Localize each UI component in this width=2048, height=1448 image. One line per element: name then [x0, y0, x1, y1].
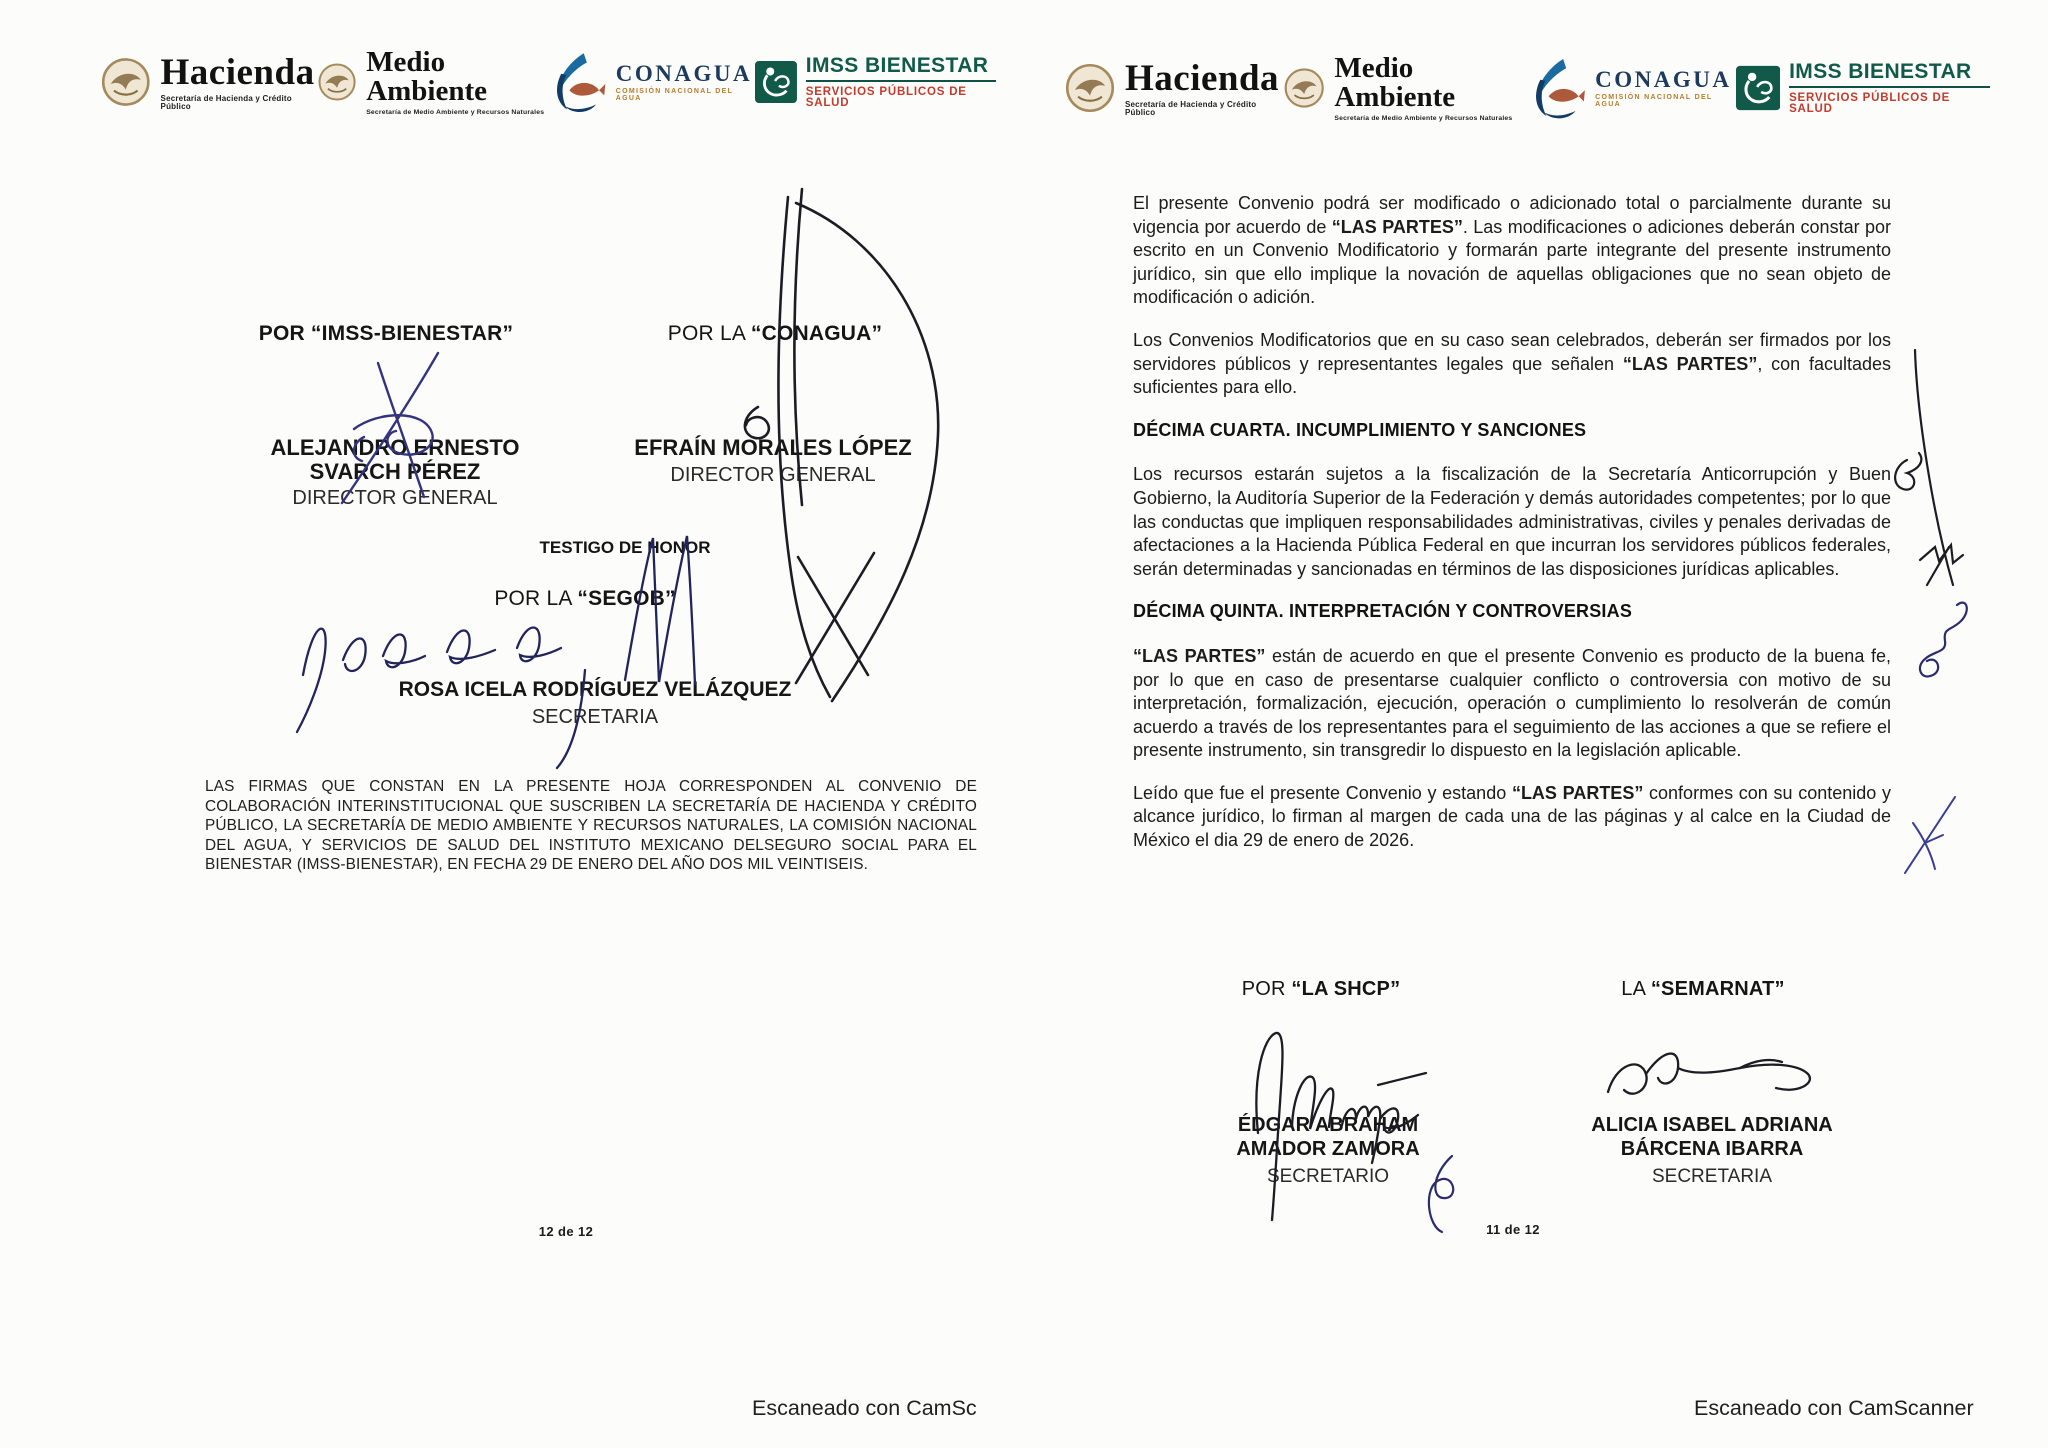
eagle-seal-icon — [1283, 66, 1325, 110]
logo-conagua — [553, 50, 754, 114]
logo-medio-ambiente — [1283, 54, 1532, 123]
eagle-seal-icon — [1064, 61, 1116, 115]
signatory-rodriguez-title: SECRETARIA — [531, 705, 659, 728]
logo-hacienda-name: Hacienda — [1125, 57, 1280, 99]
logo-conagua-tagline: COMISIÓN NACIONAL DEL AGUA — [615, 88, 734, 103]
camscanner-watermark-right: Escaneado con CamScanner — [1694, 1396, 1974, 1420]
logo-conagua-name: CONAGUA — [615, 61, 753, 87]
signatory-barcena — [1542, 1114, 1882, 1188]
signatory-svarch-title: DIRECTOR GENERAL — [292, 487, 498, 509]
clause-paragraph: “LAS PARTES” están de acuerdo en que el presente Convenio es producto de la buena fe, por lo que en caso de presentarse cualquier conflicto o controversia con motivo de su interpretación, formalización, ejecución, operación o cumplimiento lo resolverán de común acuerdo a través de los representantes para el seguimiento de las acciones a que se refiere el presente instrumento, sin transgredir lo dispuesto en la legislación aplicable. — [1133, 645, 1891, 761]
logo-conagua — [1532, 56, 1736, 120]
logo-strip-right — [1064, 54, 1990, 123]
logo-imss-bienestar — [1736, 61, 1990, 116]
logo-hacienda — [1064, 57, 1283, 117]
logo-hacienda-name: Hacienda — [160, 51, 315, 93]
eagle-seal-icon — [317, 60, 357, 104]
logo-conagua-tagline: COMISIÓN NACIONAL DEL AGUA — [1595, 94, 1713, 109]
camscanner-watermark-left: Escaneado con CamSc — [752, 1396, 977, 1420]
signature-rodriguez-ink — [285, 520, 775, 770]
logo-imss-bienestar — [755, 55, 996, 110]
signatory-svarch-name: ALEJANDRO ERNESTO SVARCH PÉREZ — [270, 435, 520, 484]
logo-hacienda-tagline: Secretaría de Hacienda y Crédito Público — [160, 93, 292, 111]
signature-svarch-ink — [320, 345, 475, 510]
page-number-right: 11 de 12 — [1486, 1222, 1540, 1237]
water-swoosh-icon — [1532, 56, 1586, 120]
logo-medio-ambiente-tagline: Secretaría de Medio Ambiente y Recursos Naturales — [1334, 115, 1513, 122]
margin-rubrics — [1885, 255, 2048, 890]
logo-hacienda — [100, 51, 317, 111]
logo-conagua-name: CONAGUA — [1595, 67, 1732, 93]
imss-bird-icon — [755, 59, 797, 105]
clause-paragraph: Los Convenios Modificatorios que en su caso sean celebrados, deberán ser firmados por los servidores públicos y representantes legales que señalen “LAS PARTES”, con facultades suficientes para ello. — [1133, 329, 1891, 398]
signatory-rodriguez-name: ROSA ICELA RODRÍGUEZ VELÁZQUEZ — [398, 678, 792, 701]
water-swoosh-icon — [553, 50, 606, 114]
signatory-morales-title: DIRECTOR GENERAL — [670, 463, 876, 486]
imss-bird-icon — [1736, 65, 1780, 111]
logo-strip-left — [100, 48, 996, 117]
logo-imss-tagline: SERVICIOS PÚBLICOS DE SALUD — [805, 85, 967, 110]
contract-body — [1133, 192, 1891, 872]
signatory-barcena-name: ALICIA ISABEL ADRIANA BÁRCENA IBARRA — [1591, 1114, 1833, 1160]
clause-heading-decima-quinta: DÉCIMA QUINTA. INTERPRETACIÓN Y CONTROVERSIAS — [1133, 601, 1633, 622]
logo-medio-ambiente-name: Medio Ambiente — [1334, 52, 1456, 113]
logo-imss-tagline: SERVICIOS PÚBLICOS DE SALUD — [1789, 91, 1951, 116]
label-por-la-shcp: POR “LA SHCP” — [1241, 978, 1401, 1000]
clause-paragraph: El presente Convenio podrá ser modificado o adicionado total o parcialmente durante su vigencia por acuerdo de “LAS PARTES”. Las modificaciones o adiciones deberán constar por escrito en un Convenio Modificatorio y formarán parte integrante del presente instrumento jurídico, sin que ello implique la novación de aquellas obligaciones que no sean objeto de modificación o adición. — [1133, 193, 1891, 308]
attestation-paragraph: LAS FIRMAS QUE CONSTAN EN LA PRESENTE HOJA CORRESPONDEN AL CONVENIO DE COLABORACIÓN INTERINSTITUCIONAL QUE SUSCRIBEN LA SECRETARÍA DE HACIENDA Y CRÉDITO PÚBLICO, LA SECRETARÍA DE MEDIO AMBIENTE Y RECURSOS NATURALES, LA COMISIÓN NACIONAL DEL AGUA, Y SERVICIOS DE SALUD DEL INSTITUTO MEXICANO DELSEGURO SOCIAL PARA EL BIENESTAR (IMSS-BIENESTAR), EN FECHA 29 DE ENERO DEL AÑO DOS MIL VEINTISEIS. — [205, 778, 977, 874]
label-por-imss-bienestar: POR “IMSS-BIENESTAR” — [258, 322, 514, 345]
signatory-amador-name: ÉDGAR ABRAHAM AMADOR ZAMORA — [1236, 1114, 1420, 1160]
logo-medio-ambiente-name: Medio Ambiente — [366, 46, 488, 107]
clause-paragraph: Leído que fue el presente Convenio y estando “LAS PARTES” conformes con su contenido y alcance jurídico, lo firman al margen de cada una de las páginas y al calce en la Ciudad de México el dia 29 de enero de 2026. — [1133, 782, 1891, 851]
logo-medio-ambiente — [317, 48, 553, 117]
signatory-morales-name: EFRAÍN MORALES LÓPEZ — [634, 435, 912, 460]
label-por-la-conagua: POR LA “CONAGUA” — [667, 322, 883, 345]
logo-imss-name: IMSS BIENESTAR — [1789, 61, 1990, 88]
clause-paragraph: Los recursos estarán sujetos a la fiscalización de la Secretaría Anticorrupción y Buen Gobierno, la Auditoría Superior de la Federación y demás autoridades competentes; por lo que las conductas que impliquen responsabilidades administrativas, civiles y penales derivadas de afectaciones a la Hacienda Pública Federal en que incurran los servidores públicos federales, serán determinadas y sancionadas en términos de las disposiciones jurídicas aplicables. — [1133, 464, 1891, 579]
label-por-la-segob: POR LA “SEGOB” — [494, 587, 676, 610]
logo-imss-name: IMSS BIENESTAR — [806, 55, 996, 82]
signatory-barcena-title: SECRETARIA — [1651, 1166, 1772, 1187]
logo-medio-ambiente-tagline: Secretaría de Medio Ambiente y Recursos Naturales — [366, 109, 545, 116]
eagle-seal-icon — [100, 55, 152, 109]
signature-barcena-ink — [1590, 1030, 1825, 1120]
logo-hacienda-tagline: Secretaría de Hacienda y Crédito Público — [1125, 99, 1257, 117]
page-number-left: 12 de 12 — [538, 1224, 594, 1239]
signatory-amador-title: SECRETARIO — [1266, 1166, 1390, 1187]
clause-heading-decima-cuarta: DÉCIMA CUARTA. INCUMPLIMIENTO Y SANCIONES — [1133, 419, 1587, 440]
label-la-semarnat: LA “SEMARNAT” — [1621, 978, 1785, 1000]
witness-heading: TESTIGO DE HONOR — [539, 538, 711, 557]
signature-amador-rubric — [1418, 1148, 1468, 1243]
